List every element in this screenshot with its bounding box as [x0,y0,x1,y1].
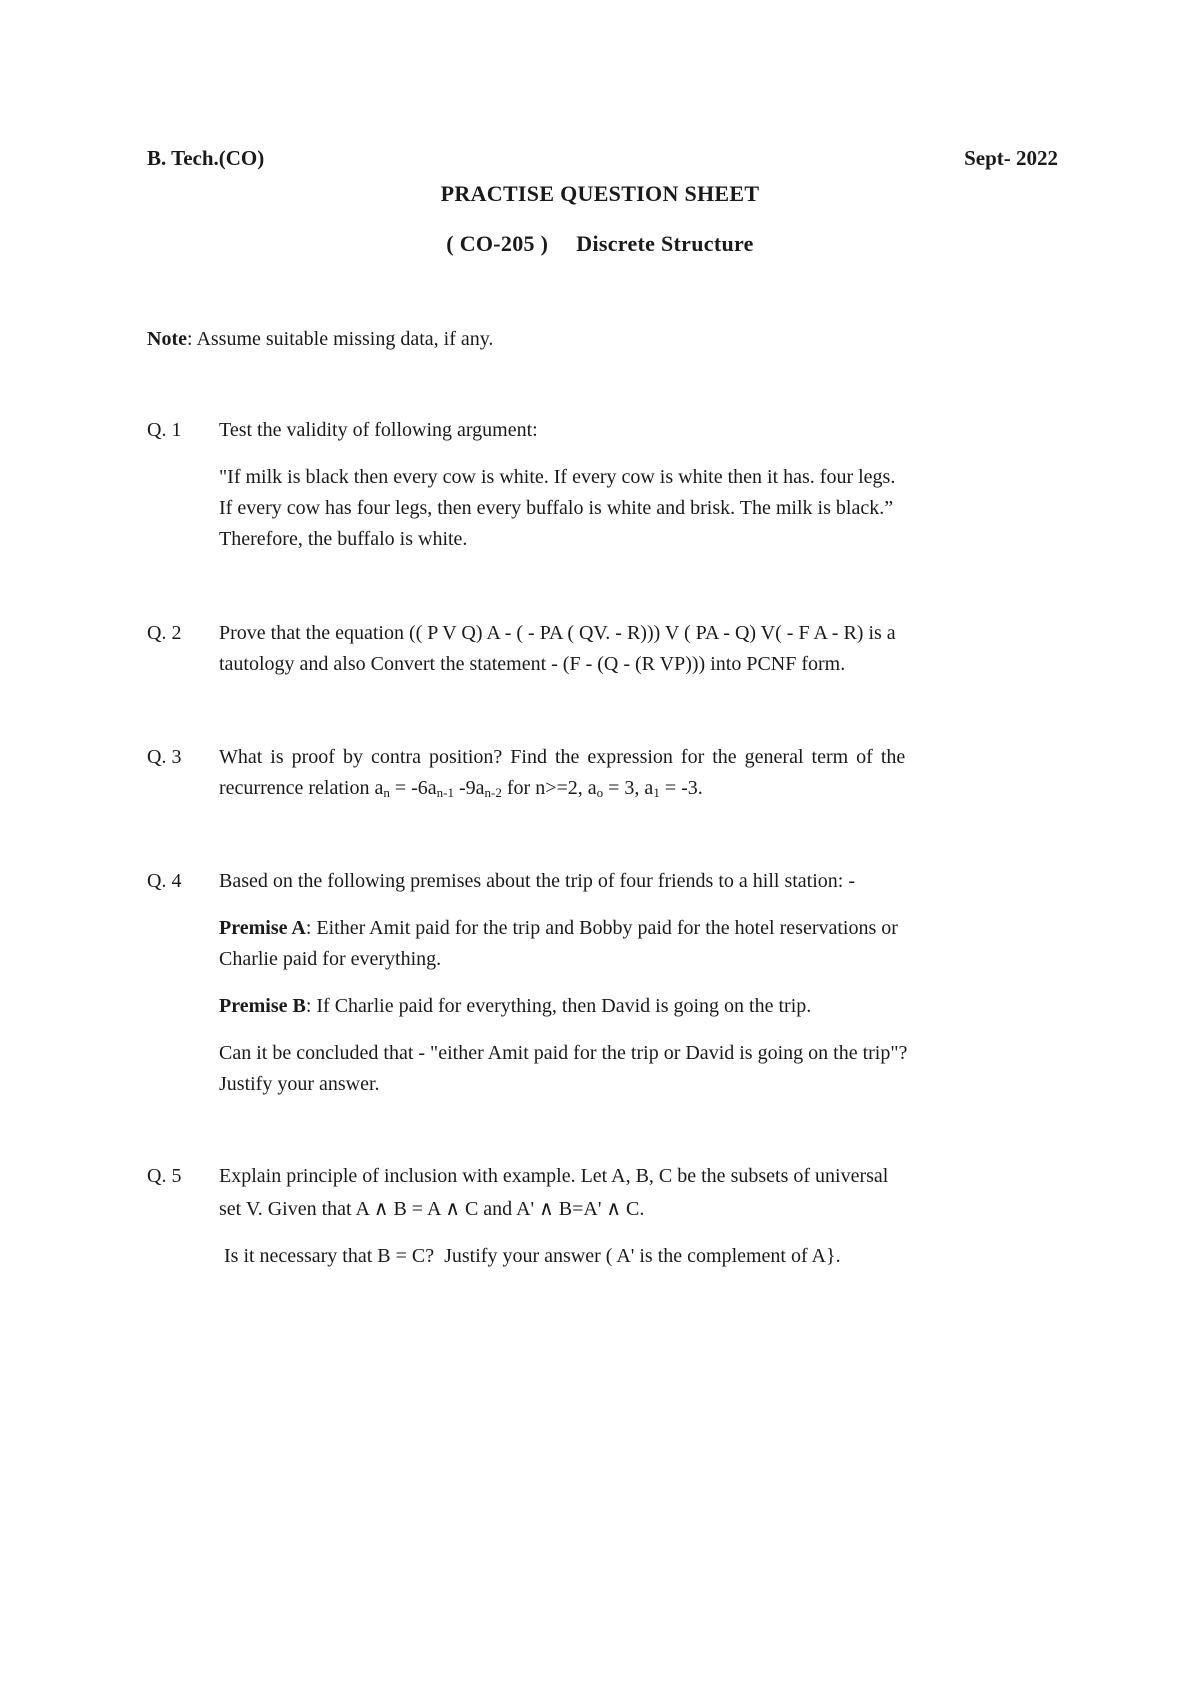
premise-a-text: : Either Amit paid for the trip and Bobby paid for the hotel reservations or [305,917,898,939]
q3-text-a1: = -3. [659,777,703,799]
q1-argument-line-1: "If milk is black then every cow is white. If every cow is white then it has. four legs. [219,466,896,488]
q4-intro: Based on the following premises about the trip of four friends to a hill station: - [219,870,855,892]
q3-text-prefix: recurrence relation a [219,777,384,799]
question-number-2: Q. 2 [147,622,182,644]
course-code: ( CO-205 ) [446,231,549,256]
note-text: : Assume suitable missing data, if any. [186,328,494,350]
question-number-4: Q. 4 [147,870,182,892]
q3-sub-o: o [596,785,604,800]
q3-text-cond: for n>=2, a [501,777,597,799]
q2-line-1: Prove that the equation (( P V Q) A - ( - PA ( QV. - R))) V ( PA - Q) V( - F A - R) is a [219,622,896,644]
course-heading [0,231,1200,257]
course-name: Discrete Structure [576,231,754,256]
note-label: Note [147,328,187,350]
date-label: Sept- 2022 [964,146,1058,170]
q3-sub-n-2: n-2 [484,785,502,800]
q3-sub-n: n [383,785,390,800]
q4-conclusion-line-2: Justify your answer. [219,1073,380,1095]
question-body-1 [219,415,1057,555]
q3-sub-1: 1 [653,785,660,800]
q4-premise-b [219,991,1057,1022]
q3-recurrence-line [219,773,1057,804]
q4-conclusion-line-1: Can it be concluded that - "either Amit paid for the trip or David is going on the trip"? [219,1042,908,1064]
q3-sub-n-1: n-1 [436,785,454,800]
q2-line-2: tautology and also Convert the statement - (F - (Q - (R VP))) into PCNF form. [219,653,846,675]
program-label: B. Tech.(CO) [147,146,265,170]
question-body-3 [219,742,1057,804]
question-number-1: Q. 1 [147,419,182,441]
q5-line-2: set V. Given that A ∧ B = A ∧ C and A' ∧ B=A' ∧ C. [219,1198,645,1220]
premise-b-text: : If Charlie paid for everything, then David is going on the trip. [305,995,812,1017]
question-number-3: Q. 3 [147,746,182,768]
question-number-5: Q. 5 [147,1165,182,1187]
q3-text-a0: = 3, a [603,777,654,799]
q1-argument-line-3: Therefore, the buffalo is white. [219,528,468,550]
note-line [147,324,493,355]
q5-line-3: Is it necessary that B = C? Justify your answer ( A' is the complement of A}. [219,1245,841,1267]
q3-line-1: What is proof by contra position? Find the expression for the general term of the [219,746,906,768]
question-body-4 [219,866,1057,1100]
q3-text-mid: -9a [454,777,485,799]
q1-argument-line-2: If every cow has four legs, then every buffalo is white and brisk. The milk is black.” [219,497,894,519]
q1-intro: Test the validity of following argument: [219,419,538,441]
premise-a-label: Premise A [219,917,306,939]
q3-text-eq: = -6a [389,777,437,799]
question-body-5 [219,1161,1057,1272]
sheet-title: PRACTISE QUESTION SHEET [440,181,760,206]
premise-b-label: Premise B [219,995,306,1017]
question-body-2 [219,618,1057,680]
q5-line-1: Explain principle of inclusion with example. Let A, B, C be the subsets of universal [219,1165,889,1187]
q4-premise-a-line-1 [219,913,1057,944]
q4-premise-a-line-2: Charlie paid for everything. [219,948,442,970]
